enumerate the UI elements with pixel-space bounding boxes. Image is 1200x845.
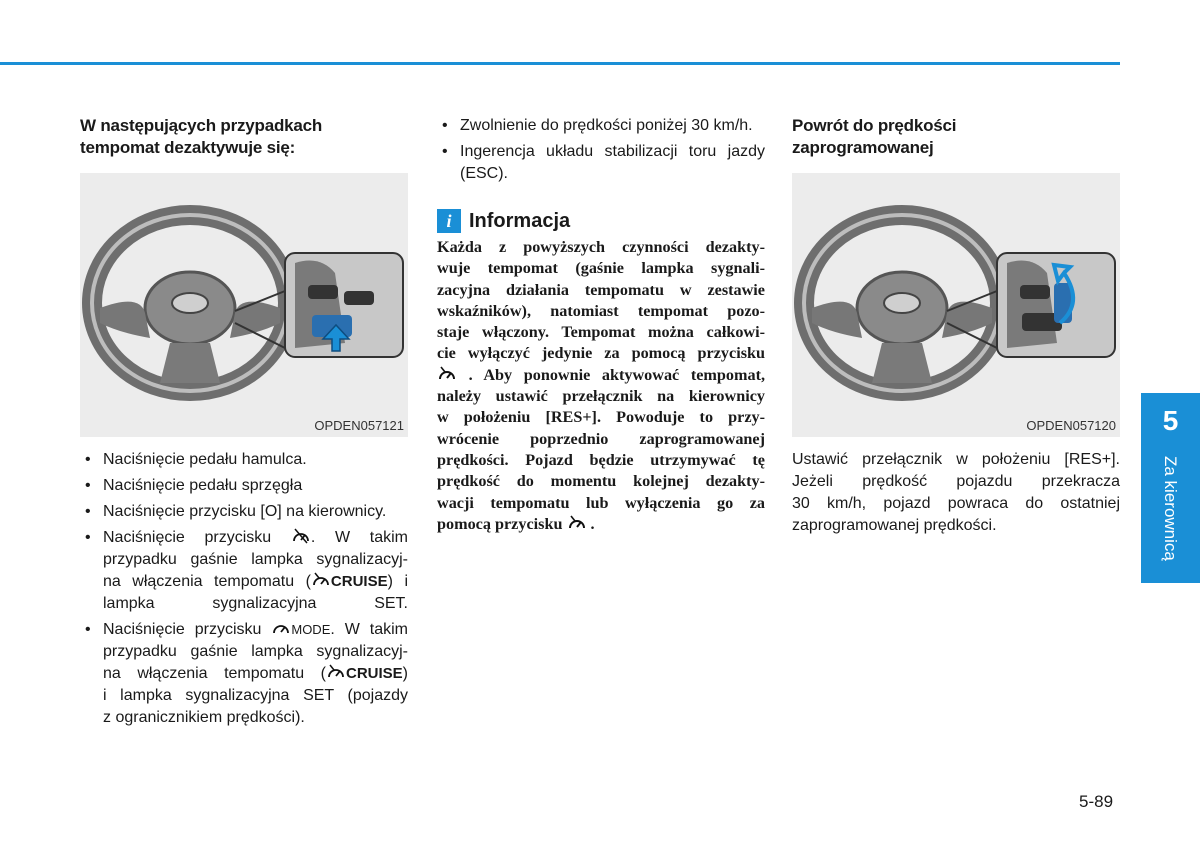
info-line xyxy=(437,514,765,535)
list-item xyxy=(80,527,408,615)
list-item-text: na włączenia tempomatu ( xyxy=(103,573,311,590)
list-item-line: przypadku gaśnie lampka sygnalizacyj- xyxy=(103,643,408,660)
list-item-text: Naciśnięcie przycisku xyxy=(103,529,272,546)
list-item-text: ) i lampka sygnalizacyjna SET. xyxy=(103,573,408,612)
list-item-text: ) xyxy=(402,665,408,682)
info-title: Informacja xyxy=(469,209,571,232)
list-item-text: . W takim xyxy=(310,529,408,546)
bullet-list-deactivation xyxy=(80,449,408,729)
column-middle xyxy=(437,115,765,535)
section-heading-deactivation xyxy=(80,115,408,159)
list-item-text: . W takim xyxy=(330,621,408,638)
mode-label: MODE xyxy=(291,622,331,637)
list-item xyxy=(80,619,408,729)
top-rule xyxy=(0,62,1120,65)
figure-code: OPDEN057120 xyxy=(1026,418,1116,433)
list-item-text: Naciśnięcie pedału hamulca. xyxy=(103,451,307,468)
info-line: wuje tempomat (gaśnie lampka sygnali- xyxy=(437,259,765,278)
paragraph-line: Ustawić przełącznik w położeniu [RES+]. xyxy=(792,451,1120,468)
info-line: wacji tempomatu lub wyłączenia go za xyxy=(437,493,765,512)
list-item-line xyxy=(103,527,408,549)
info-line: prędkość do momentu kolejnej dezakty- xyxy=(437,472,765,491)
page-number: 5-89 xyxy=(1079,792,1114,811)
figure-code: OPDEN057121 xyxy=(314,418,404,433)
chapter-title: Za kierownicą xyxy=(1161,456,1180,561)
info-body xyxy=(437,237,765,535)
list-item-text: Naciśnięcie przycisku xyxy=(103,621,262,638)
list-item xyxy=(437,141,765,185)
cruise-speedometer-icon xyxy=(437,365,457,383)
heading-line: tempomat dezaktywuje się: xyxy=(80,138,296,157)
steering-wheel-figure-cancel xyxy=(80,173,408,437)
heading-line: zaprogramowanej xyxy=(792,138,934,157)
info-text: . xyxy=(590,514,595,533)
cruise-label: CRUISE xyxy=(345,665,403,682)
chapter-number: 5 xyxy=(1162,405,1179,436)
cruise-label: CRUISE xyxy=(330,573,388,590)
list-item xyxy=(437,115,765,137)
list-item-line xyxy=(103,619,408,641)
section-heading-resume xyxy=(792,115,1120,159)
info-header xyxy=(437,209,765,233)
info-line: należy ustawić przełącznik na kierownicy xyxy=(437,387,765,406)
info-line: Każda z powyższych czynności dezakty- xyxy=(437,238,765,256)
chapter-tab xyxy=(1141,393,1200,583)
steering-wheel-figure-resume xyxy=(792,173,1120,437)
list-item-text: Naciśnięcie pedału sprzęgła xyxy=(103,477,303,494)
heading-line: Powrót do prędkości xyxy=(792,116,957,135)
info-line: staje włączony. Tempomat można całkowi- xyxy=(437,323,765,342)
steering-wheel-illustration xyxy=(80,173,408,437)
list-item-text: na włączenia tempomatu ( xyxy=(103,665,326,682)
list-item-line xyxy=(103,571,408,615)
info-text: . Aby ponownie aktywować tempomat, xyxy=(468,365,766,384)
info-line: zacyjna działania tempomatu w zestawie xyxy=(437,280,765,299)
list-item xyxy=(80,501,408,523)
cruise-speedometer-icon xyxy=(326,663,346,681)
info-line xyxy=(437,365,765,386)
list-item-line: przypadku gaśnie lampka sygnalizacyj- xyxy=(103,551,408,568)
paragraph-resume xyxy=(792,449,1120,537)
info-icon: i xyxy=(437,209,461,233)
list-item-line: i lampka sygnalizacyjna SET (pojazdy xyxy=(103,687,408,704)
list-item-text: Naciśnięcie przycisku [O] na kierownicy. xyxy=(103,503,387,520)
info-line: w położeniu [RES+]. Powoduje to przy- xyxy=(437,408,765,427)
column-right xyxy=(792,115,1120,537)
list-item xyxy=(80,449,408,471)
cruise-speedometer-icon xyxy=(271,619,291,637)
info-line: cie wyłączyć jedynie za pomocą przycisku xyxy=(437,344,765,363)
list-item-text: Zwolnienie do prędkości poniżej 30 km/h. xyxy=(460,117,753,134)
list-item-line: z ogranicznikiem prędkości). xyxy=(103,709,305,726)
bullet-list-continued xyxy=(437,115,765,185)
info-text: pomocą przycisku xyxy=(437,514,563,533)
cruise-speedometer-icon xyxy=(311,571,331,589)
paragraph-line: 30 km/h, pojazd powraca do ostatniej xyxy=(792,495,1120,512)
list-item-line: • Ingerencja układu stabilizacji toru jazdy xyxy=(460,143,765,160)
info-line: wskaźników), natomiast tempomat pozo- xyxy=(437,301,765,320)
list-item-line: (ESC). xyxy=(460,165,508,182)
paragraph-line: zaprogramowanej prędkości. xyxy=(792,517,997,534)
cruise-speedometer-icon xyxy=(567,514,587,532)
list-item-line xyxy=(103,663,408,685)
heading-line: W następujących przypadkach xyxy=(80,116,323,135)
paragraph-line: Jeżeli prędkość pojazdu przekracza xyxy=(792,473,1120,490)
column-left xyxy=(80,115,408,733)
info-line: wrócenie poprzednio zaprogramowanej xyxy=(437,429,765,448)
info-line: prędkości. Pojazd będzie utrzymywać tę xyxy=(437,450,765,469)
list-item xyxy=(80,475,408,497)
cruise-speedometer-icon xyxy=(291,527,311,545)
steering-wheel-illustration xyxy=(792,173,1120,437)
